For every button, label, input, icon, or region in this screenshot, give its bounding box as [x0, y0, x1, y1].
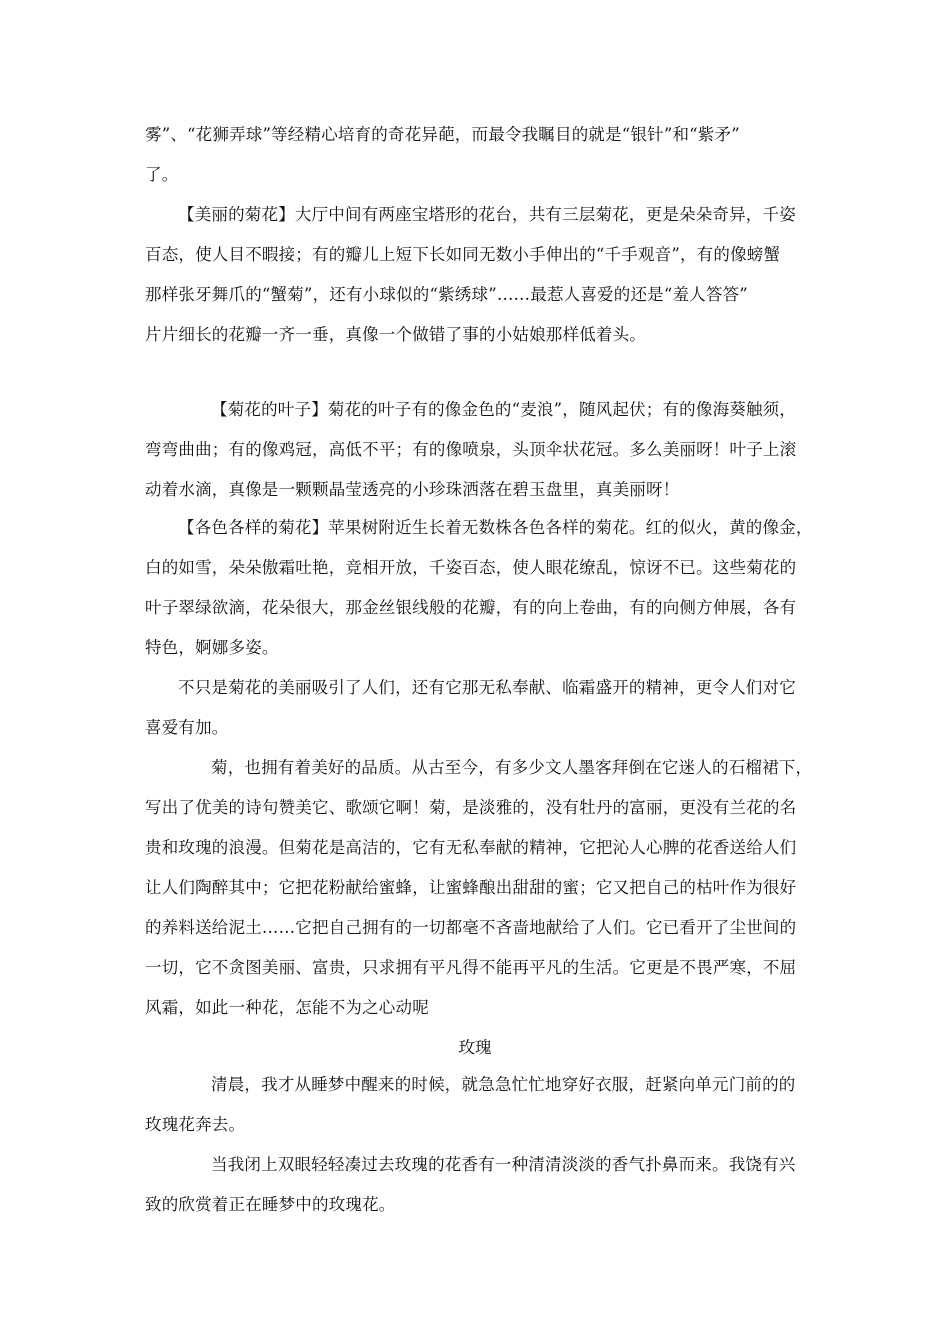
text-line: 动着水滴，真像是一颗颗晶莹透亮的小珍珠洒落在碧玉盘里，真美丽呀！	[145, 480, 680, 499]
text-line: 特色，婀娜多姿。	[145, 638, 279, 657]
text-line: 贵和玫瑰的浪漫。但菊花是高洁的，它有无私奉献的精神，它把沁人心脾的花香送给人们	[145, 838, 797, 857]
text-line: 那样张牙舞爪的“蟹菊”，还有小球似的“紫绣球”……最惹人喜爱的还是“羞人答答”	[145, 285, 748, 304]
section-heading-various-chrysanthemums: 【各色各样的菊花】苹果树附近生长着无数株各色各样的菊花。红的似火，黄的像金，	[178, 518, 813, 537]
text-line: 一切，它不贪图美丽、富贵，只求拥有平凡得不能再平凡的生活。它更是不畏严寒，不屈	[145, 958, 797, 977]
text-line: 片片细长的花瓣一齐一垂，真像一个做错了事的小姑娘那样低着头。	[145, 325, 646, 344]
text-line: 了。	[145, 165, 179, 184]
text-line: 白的如雪，朵朵傲霜吐艳，竞相开放，千姿百态，使人眼花缭乱，惊讶不已。这些菊花的	[145, 558, 797, 577]
text-line: 让人们陶醉其中；它把花粉献给蜜蜂，让蜜蜂酿出甜甜的蜜；它又把自己的枯叶作为很好	[145, 878, 797, 897]
text-line: 致的欣赏着正在睡梦中的玫瑰花。	[145, 1195, 396, 1214]
text-line: 玫瑰花奔去。	[145, 1115, 246, 1134]
paragraph-start: 当我闭上双眼轻轻凑过去玫瑰的花香有一种清清淡淡的香气扑鼻而来。我饶有兴	[211, 1155, 796, 1174]
text-line: 弯弯曲曲；有的像鸡冠，高低不平；有的像喷泉，头顶伞状花冠。多么美丽呀！叶子上滚	[145, 440, 797, 459]
text-line: 风霜，如此一种花，怎能不为之心动呢	[145, 998, 429, 1017]
text-line: 叶子翠绿欲滴，花朵很大，那金丝银线般的花瓣，有的向上卷曲，有的向侧方伸展，各有	[145, 598, 797, 617]
text-line: 的养料送给泥土……它把自己拥有的一切都毫不吝啬地献给了人们。它已看开了尘世间的	[145, 918, 797, 937]
text-line: 写出了优美的诗句赞美它、歌颂它啊！菊，是淡雅的，没有牡丹的富丽，更没有兰花的名	[145, 798, 797, 817]
section-heading-chrysanthemum-leaves: 【菊花的叶子】菊花的叶子有的像金色的“麦浪”，随风起伏；有的像海葵触须，	[211, 400, 797, 419]
text-line: 喜爱有加。	[145, 718, 229, 737]
paragraph-start: 不只是菊花的美丽吸引了人们，还有它那无私奉献、临霜盛开的精神，更令人们对它	[178, 678, 796, 697]
text-line: 雾”、“花狮弄球”等经精心培育的奇花异葩，而最令我瞩目的就是“银针”和“紫矛”	[145, 125, 740, 144]
text-line: 百态，使人目不暇接；有的瓣儿上短下长如同无数小手伸出的“千手观音”，有的像螃蟹	[145, 245, 781, 264]
paragraph-start: 菊，也拥有着美好的品质。从古至今，有多少文人墨客拜倒在它迷人的石榴裙下，	[211, 758, 813, 777]
section-title-rose: 玫瑰	[458, 1038, 492, 1057]
paragraph-start: 清晨，我才从睡梦中醒来的时候，就急急忙忙地穿好衣服，赶紧向单元门前的的	[211, 1075, 796, 1094]
section-heading-beautiful-chrysanthemum: 【美丽的菊花】大厅中间有两座宝塔形的花台，共有三层菊花，更是朵朵奇异，千姿	[178, 205, 796, 224]
